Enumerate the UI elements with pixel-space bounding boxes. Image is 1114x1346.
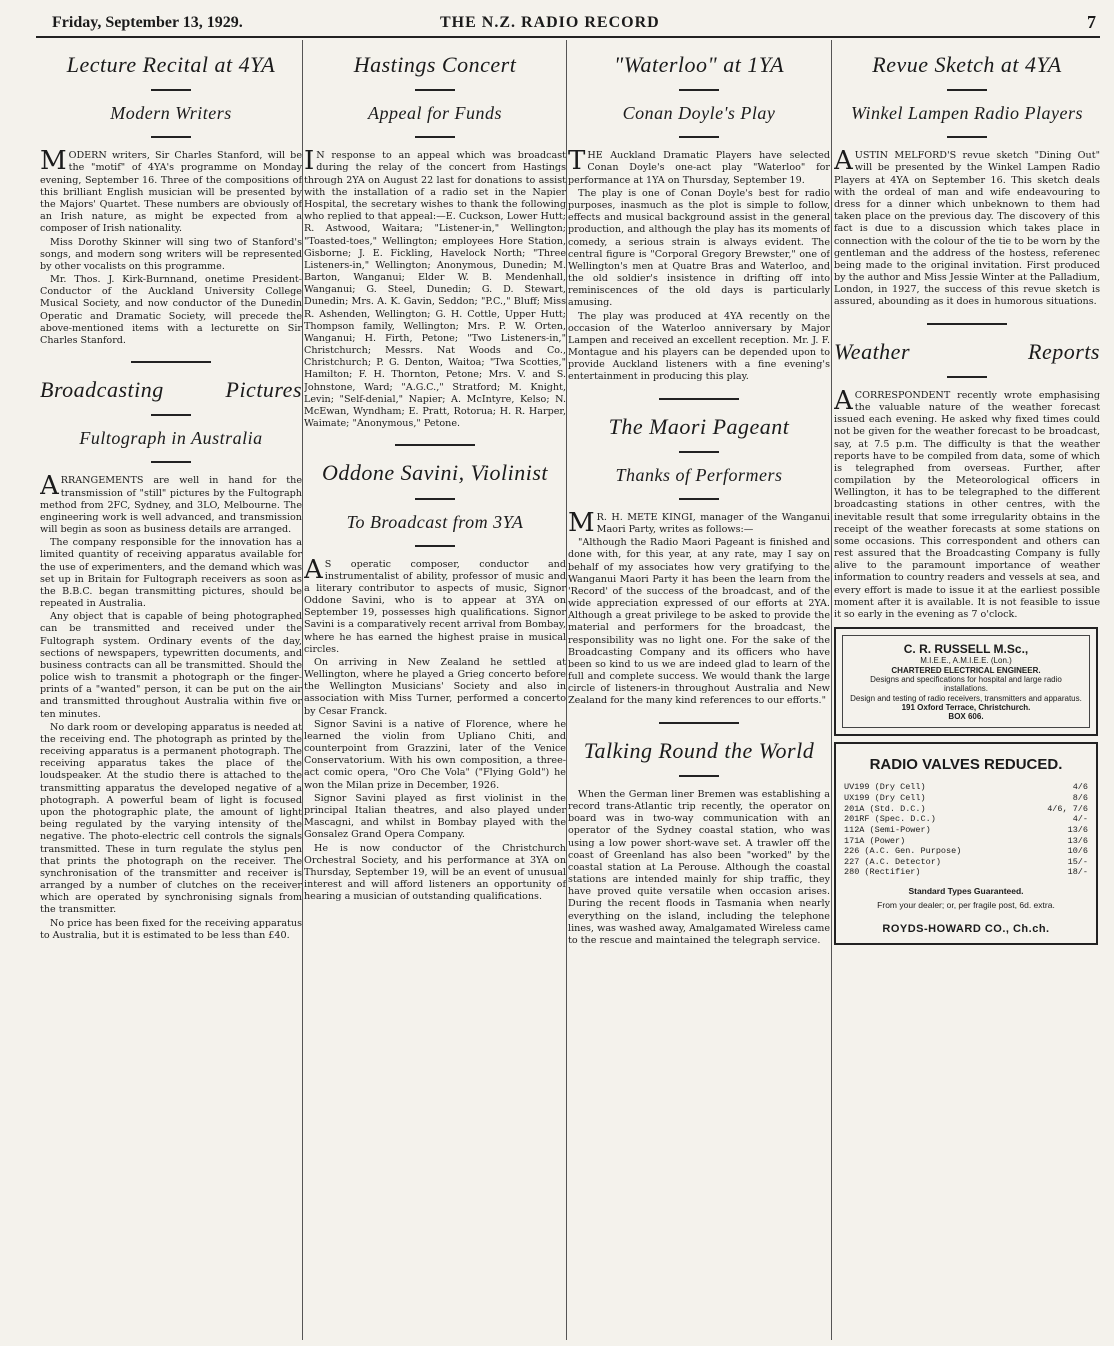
divider bbox=[415, 545, 455, 547]
valve-price-list bbox=[844, 782, 1088, 878]
article-talking-round-the-world bbox=[568, 738, 830, 948]
valve-price: 13/6 bbox=[1067, 835, 1088, 846]
valve-row bbox=[844, 846, 1088, 857]
valve-row bbox=[844, 825, 1088, 836]
paragraph: No dark room or developing apparatus is needed at the receiving end. The photograph as printed by the receiving apparatus is a permanent photograph. The receiving apparatus takes the place of the loudspeaker. At the studio there is attached to the transmitting apparatus the developed negative of a photograph. A powerful beam of light is focused upon the photographic plate, the amount of light being regulated by the varying intensity of the negative. The photo-electric cell controls the signals transmitted. These in turn regulate the stylus pen that prints the photograph on the receiver. The synchronisation of the transmitter and receiver is arranged by a number of clutches on the receiver which are operated by synchronising signals from the transmitter. bbox=[40, 721, 302, 916]
advertiser-box: BOX 606. bbox=[948, 712, 984, 722]
article-title: Lecture Recital at 4YA bbox=[66, 52, 276, 77]
article-subtitle: Thanks of Performers bbox=[615, 464, 783, 485]
newspaper-title: THE N.Z. RADIO RECORD bbox=[440, 14, 660, 31]
article-title: Hastings Concert bbox=[353, 52, 517, 77]
paragraph: "Although the Radio Maori Pageant is finished and done with, for this year, at any rate, may I say on behalf of my associates how very gratifying to the Wanganui Maori Party it has been the learn from the 'Record' of the success of the broadcast, and of the wide appreciation expressed of our efforts at 2YA. Although a great privilege to be asked to provide the material and performers for the broadcast, the responsibility was no light one. For the sake of the Broadcasting Company and its officers who have been so kind to us we are indeed glad to learn of the full and complete success. We would thank the large circle of listeners-in throughout Australia and New Zealand for the many kind references to our efforts." bbox=[568, 537, 830, 707]
paragraph: No price has been fixed for the receiving apparatus to Australia, but it is estimated to be less than £40. bbox=[40, 917, 302, 941]
article-weather-reports bbox=[834, 339, 1100, 622]
article-revue-sketch bbox=[834, 52, 1100, 309]
article-title: Oddone Savini, Violinist bbox=[321, 460, 549, 486]
paragraph: ARRANGEMENTS are well in hand for the transmission of "still" pictures by the Fultograph method from 2FC, Sydney, and 3LO, Melbourne. The engineering work is well advanced, and transmission will begin as soon as business details are arranged. bbox=[40, 471, 302, 536]
ad-line: Design and testing of radio receivers, transmitters and apparatus. bbox=[850, 693, 1082, 703]
divider bbox=[151, 461, 191, 463]
article-waterloo bbox=[568, 52, 830, 384]
column-3 bbox=[568, 46, 830, 1341]
advertiser-qualifications: M.I.E.E., A.M.I.E.E. (Lon.) bbox=[920, 656, 1012, 666]
article-hastings-concert bbox=[304, 52, 566, 430]
article-subtitle: To Broadcast from 3YA bbox=[346, 511, 524, 532]
article-title: Weather Reports bbox=[834, 338, 1100, 364]
divider bbox=[679, 136, 719, 138]
valve-price: 18/- bbox=[1067, 867, 1088, 878]
paragraph: The play was produced at 4YA recently on the occasion of the Waterloo anniversary by Major Lampen and received an excellent reception. Mr. J. F. Montague and his players can be depended upon to provide Auckland listeners with a fine evening's entertainment in producing this play. bbox=[568, 310, 830, 383]
valve-name: 112A (Semi-Power) bbox=[844, 824, 931, 835]
article-title: The Maori Pageant bbox=[608, 413, 790, 439]
paragraph: AS operatic composer, conductor and instrumentalist of ability, professor of music and a literary contributor to aspects of music, Signor Oddone Savini, who is to appear at 3YA on September 19, possesses high qualifications. Signor Savini is a comparatively recent arrival from Bombay, where he has earned the highest praise in musical circles. bbox=[304, 554, 566, 655]
section-separator bbox=[927, 323, 1007, 325]
valve-price: 10/6 bbox=[1067, 846, 1088, 857]
divider bbox=[415, 498, 455, 500]
paragraph: IN response to an appeal which was broadcast during the relay of the concert from Hastings through 2YA on August 22 last for donations to assist with the installation of a radio set in the Napier Hospital, the secretary wishes to thank the following who replied to that appeal:—E. Cuckson, Lower Hutt; R. Astwood, Waitara; "Listener-in," Wellington; "Toasted-toes," Wellington; employees Hore Station, Gisborne; J. E. Fickling, Havelock North; "Three Listeners-in," Wellington; Anonymous, Dunedin; M. Barton, Wanganui; Elder W. B. Mendenhall, Wanganui; G. Steel, Dunedin; G. D. Stewart, Dunedin; Mrs. A. K. Gavin, Seddon; "P.C.," Bluff; Miss R. Ashenden, Wellington; G. H. Cottle, Upper Hutt; Thompson family, Wellington; Mrs. P. W. Orten, Wanganui; H. Firth, Petone; "Two Listeners-in," Christchurch; Messrs. Nat Woods and Co., Christchurch; P. G. Denton, Waitoa; "Twa Scotties," Hamilton; F. H. Thornton, Petone; Mrs. V. and S. Johnstone, Ward; "A.G.C.," Stratford; M. Knight, Levin; "Self-denial," Napier; A. McIntyre, Kelso; N. McEwan, Wyndham; E. Pratt, Rotorua; H. R. Harper, Waimate; "Anonymous," Petone. bbox=[304, 146, 566, 430]
valve-row bbox=[844, 814, 1088, 825]
divider bbox=[679, 775, 719, 777]
valve-name: 226 (A.C. Gen. Purpose) bbox=[844, 846, 962, 857]
valve-name: 171A (Power) bbox=[844, 835, 906, 846]
advertisement-radio-valves bbox=[834, 742, 1098, 945]
paragraph: Any object that is capable of being photographed can be transmitted and received under the Fultograph system. Ordinary events of the day, sections of newspapers, typewritten documents, and business contracts can all be transmitted. Should the police wish to transmit a photograph or the finger-prints of a "wanted" person, it can be put on the air and transmitted throughout Australia within five or ten minutes. bbox=[40, 611, 302, 720]
article-lecture-recital bbox=[40, 52, 302, 347]
divider bbox=[679, 451, 719, 453]
paragraph: Mr. Thos. J. Kirk-Burnnand, onetime President-Conductor of the Auckland University College Musical Society, and now conductor of the Dunedin Operatic and Dramatic Society, will precede the above-mentioned items with a lecturette on Sir Charles Stanford. bbox=[40, 274, 302, 346]
column-1 bbox=[40, 46, 302, 1341]
valve-row bbox=[844, 793, 1088, 804]
advertiser-address: 191 Oxford Terrace, Christchurch. bbox=[901, 703, 1031, 713]
column-4 bbox=[834, 46, 1100, 1341]
paragraph: Signor Savini is a native of Florence, where he learned the violin from Upliano Chiti, and counterpoint from Grazzini, later of the Venice Conservatorium. With his own composition, a three-act comic opera, "Oro Che Vola" ("Flying Gold") he won the Milan prize in December, 1926. bbox=[304, 718, 566, 791]
valve-price: 4/6 bbox=[1072, 782, 1088, 793]
article-subtitle: Winkel Lampen Radio Players bbox=[851, 103, 1083, 124]
paragraph: The company responsible for the innovation has a limited quantity of receiving apparatus available for the use of experimenters, and the demand which was set up in Britain for Fultograph receivers as soon as the B.B.C. began transmitting pictures, should be repeated in Australia. bbox=[40, 537, 302, 610]
divider bbox=[947, 136, 987, 138]
divider bbox=[679, 89, 719, 91]
column-rule bbox=[302, 40, 303, 1340]
section-separator bbox=[395, 444, 475, 446]
article-title: Talking Round the World bbox=[583, 737, 815, 763]
valve-name: UV199 (Dry Cell) bbox=[844, 782, 926, 793]
valve-price: 4/- bbox=[1072, 814, 1088, 825]
article-title: Broadcasting Pictures bbox=[40, 377, 302, 403]
valve-row bbox=[844, 782, 1088, 793]
divider bbox=[947, 376, 987, 378]
valve-name: UX199 (Dry Cell) bbox=[844, 793, 926, 804]
valve-row bbox=[844, 867, 1088, 878]
valve-name: 280 (Rectifier) bbox=[844, 867, 921, 878]
advertiser-name: C. R. RUSSELL M.Sc., bbox=[903, 642, 1029, 657]
section-separator bbox=[659, 398, 739, 400]
paragraph: ACORRESPONDENT recently wrote emphasising the valuable nature of the weather forecast issued each evening. He asked why fixed times could not be given for the weather forecast to be broadcast, say, at 7.5 p.m. The difficulty is that the weather reports have to be compiled from data, some of which is telegraphed from overseas. Further, after compilation by the Meteorological officers in Wellington, it has to be telegraphed to the different broadcasting stations in other centres, with the inevitable result that some irregularity obtains in the receipt of the weather forecasts at some stations on some occasions. This correspondent and others can rest assured that the Broadcasting Company is fully alive to the paramount importance of weather information to country readers and vessels at sea, and every effort is made to issue it at the earliest possible moment after it is available. It is not feasible to issue it so early in the evening as 7 o'clock. bbox=[834, 385, 1100, 620]
ad-company: ROYDS-HOWARD CO., Ch.ch. bbox=[882, 923, 1050, 936]
article-subtitle: Modern Writers bbox=[110, 103, 232, 124]
paragraph: When the German liner Bremen was establishing a record trans-Atlantic trip recently, the operator on board was in two-way communication with an operator of the Sydney coastal station, who was using a low power short-wave set. A trawler off the coast of Greenland has also been "worked" by the coastal station at La Perouse. Although the coastal stations are intended mainly for ship traffic, they have proved quite versatile when occasion arises. During the recent floods in Tasmania when nearly everything on the island, including the telephone lines, was washed away, Amalgamated Wireless came to the rescue and maintained the telegraph service. bbox=[568, 788, 830, 946]
ad-title: RADIO VALVES REDUCED. bbox=[869, 756, 1063, 774]
divider bbox=[151, 136, 191, 138]
paragraph: Miss Dorothy Skinner will sing two of Stanford's songs, and modern song writers will be represented by other vocalists on this programme. bbox=[40, 236, 302, 272]
valve-price: 15/- bbox=[1067, 856, 1088, 867]
paragraph: He is now conductor of the Christchurch Orchestral Society, and his performance at 3YA on Thursday, September 19, will be an event of unusual interest and will afford listeners an opportunity of hearing a musician of outstanding qualifications. bbox=[304, 842, 566, 903]
valve-row bbox=[844, 804, 1088, 815]
advertisement-russell bbox=[834, 627, 1098, 736]
advertiser-role: CHARTERED ELECTRICAL ENGINEER. bbox=[891, 665, 1041, 675]
divider bbox=[151, 414, 191, 416]
paragraph: Signor Savini played as first violinist in the principal Italian theatres, and also played under Mascagni, and whilst in Bombay played with the Gonsalez Grand Opera Company. bbox=[304, 792, 566, 841]
paragraph: MODERN writers, Sir Charles Stanford, will be the "motif" of 4YA's programme on Monday evening, September 16. Three of the compositions of this brilliant English musician will be presented by the Majors' Quartet. These numbers are obviously of an Irish nature, as might be expected from a composer of Irish nationality. bbox=[40, 146, 302, 235]
article-broadcasting-pictures bbox=[40, 377, 302, 942]
valve-row bbox=[844, 836, 1088, 847]
valve-name: 201RF (Spec. D.C.) bbox=[844, 814, 936, 825]
divider bbox=[151, 89, 191, 91]
section-separator bbox=[131, 361, 211, 363]
article-subtitle: Fultograph in Australia bbox=[79, 428, 263, 449]
section-separator bbox=[659, 722, 739, 724]
article-title: "Waterloo" at 1YA bbox=[613, 52, 785, 77]
ad-guarantee: Standard Types Guaranteed. bbox=[908, 886, 1024, 897]
article-oddone-savini bbox=[304, 460, 566, 903]
ad-dealer-note: From your dealer; or, per fragile post, 6d. extra. bbox=[877, 900, 1055, 911]
divider bbox=[415, 136, 455, 138]
divider bbox=[679, 498, 719, 500]
column-rule bbox=[831, 40, 832, 1340]
divider bbox=[415, 89, 455, 91]
valve-price: 4/6, 7/6 bbox=[1047, 803, 1088, 814]
paragraph: MR. H. METE KINGI, manager of the Wanganui Maori Party, writes as follows:— bbox=[568, 507, 830, 538]
divider bbox=[947, 89, 987, 91]
article-title: Revue Sketch at 4YA bbox=[872, 52, 1062, 77]
valve-price: 8/6 bbox=[1072, 793, 1088, 804]
valve-name: 201A (Std. D.C.) bbox=[844, 803, 926, 814]
valve-price: 13/6 bbox=[1067, 824, 1088, 835]
article-maori-pageant bbox=[568, 414, 830, 708]
column-2 bbox=[304, 46, 566, 1341]
masthead bbox=[36, 10, 1100, 38]
ad-line: Designs and specifications for hospital and large radio installations. bbox=[870, 674, 1062, 694]
paragraph: On arriving in New Zealand he settled at Wellington, where he played a Grieg concerto before the Wellington Musicians' Society and also in association with Miss Turner, performed a concerto by Cesar Franck. bbox=[304, 656, 566, 717]
article-subtitle: Appeal for Funds bbox=[368, 103, 502, 124]
paragraph: THE Auckland Dramatic Players have selected Conan Doyle's one-act play "Waterloo" for performance at 1YA on Thursday, September 19. bbox=[568, 146, 830, 186]
paragraph: The play is one of Conan Doyle's best for radio purposes, inasmuch as the plot is simple to follow, effects and musical background assist in the general production, and although the play has its moments of comedy, a serious strain is always evident. The central figure is "Corporal Gregory Brewster," one of Wellington's men at Quatre Bras and Waterloo, and the old soldier's insistence in drifting off into reminiscences of the old days is particularly amusing. bbox=[568, 187, 830, 309]
paragraph: AUSTIN MELFORD'S revue sketch "Dining Out" will be presented by the Winkel Lampen Radio Players at 4YA on September 16. This sketch deals with the ordeal of man and wife endeavouring to dress for a dinner which unbeknown to them had taken place on the previous day. The discovery of this fact is due to a discussion which takes place in connection with the colour of the tie to be worn by the gentleman and the address of the hostess, referenec being made to the original invitation. First produced by the author and Miss Jessie Winter at the Palladium, London, in 1927, the success of this revue sketch is assured, abounding as it does in humorous situations. bbox=[834, 146, 1100, 308]
column-rule bbox=[566, 40, 567, 1340]
article-subtitle: Conan Doyle's Play bbox=[622, 103, 776, 124]
valve-name: 227 (A.C. Detector) bbox=[844, 856, 941, 867]
valve-row bbox=[844, 857, 1088, 868]
page-number: 7 bbox=[1087, 12, 1096, 32]
issue-date: Friday, September 13, 1929. bbox=[52, 14, 243, 31]
